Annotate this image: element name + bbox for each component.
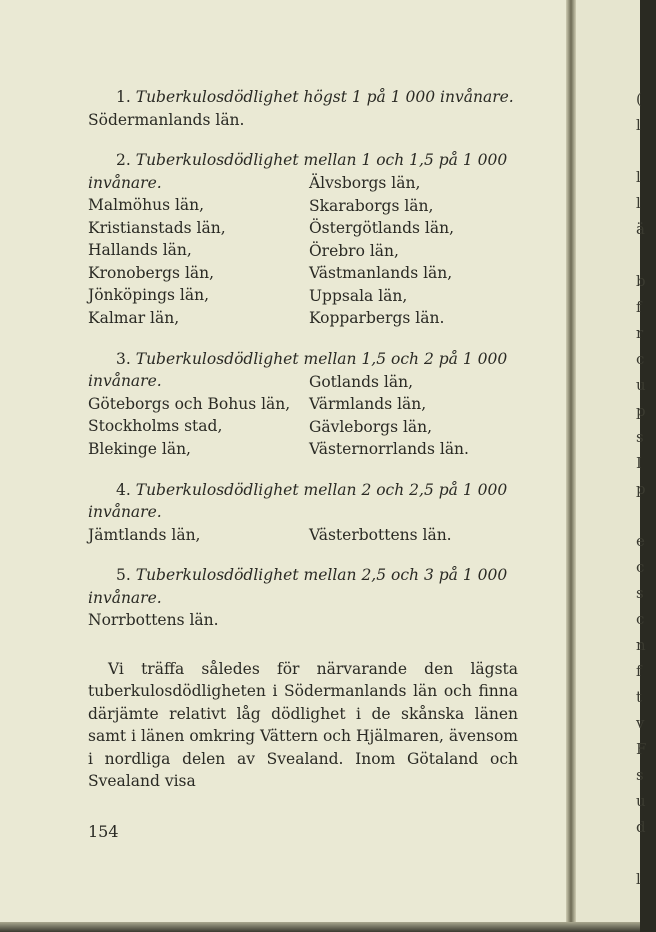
- book-gutter: [566, 0, 576, 932]
- county-entry: Kristianstads län,: [88, 218, 226, 237]
- county-entry: Västerbottens län.: [308, 525, 452, 544]
- county-entry: Stockholms stad,: [88, 417, 223, 435]
- section-heading: 4. Tuberkulosdödlighet mellan 2 och 2,5 på 1 000 invånare.: [88, 480, 508, 521]
- facing-page-letter: ä: [636, 220, 645, 238]
- facing-page-letter: f: [636, 662, 642, 680]
- section-heading: 3. Tuberkulosdödlighet mellan 1,5 och 2 på 1 000 invånare.: [88, 349, 508, 390]
- facing-page-letter: u: [636, 376, 646, 394]
- facing-page-letter: l: [636, 194, 641, 212]
- county-entry: Västmanlands län,: [308, 264, 453, 282]
- facing-page-letter: [636, 138, 656, 164]
- county-entry: Skaraborgs län,: [308, 196, 434, 215]
- facing-page-letter: s: [636, 584, 644, 602]
- county-columns: [88, 371, 518, 461]
- section-heading: 5. Tuberkulosdödlighet mellan 2,5 och 3 på 1 000 invånare.: [88, 566, 508, 607]
- facing-page-letters: [636, 86, 656, 892]
- facing-page-letter: c: [636, 558, 645, 576]
- facing-page-letter: s: [636, 428, 644, 446]
- county-entry: Kronobergs län,: [88, 263, 215, 282]
- facing-page-letter: e: [636, 532, 645, 550]
- page-number: 154: [88, 822, 119, 841]
- facing-page-letter: [636, 242, 656, 268]
- county-entry: Södermanlands län.: [88, 110, 245, 129]
- county-entry: Örebro län,: [308, 241, 399, 260]
- county-entry: Gävleborgs län,: [308, 417, 433, 436]
- county-entry: Östergötlands län,: [308, 219, 455, 237]
- county-entry: Värmlands län,: [308, 395, 427, 413]
- county-entry: Jämtlands län,: [88, 525, 201, 544]
- facing-page-letter: l: [636, 168, 641, 186]
- facing-page-letter: p: [636, 402, 646, 420]
- county-columns: [88, 524, 518, 547]
- county-entry: Blekinge län,: [88, 439, 191, 458]
- county-entry: Älvsborgs län,: [308, 174, 421, 192]
- left-column: [88, 172, 309, 330]
- facing-page-letter: u: [636, 792, 646, 810]
- county-entry: Kopparbergs län.: [308, 309, 445, 327]
- facing-page-letter: v: [636, 714, 645, 732]
- facing-page-edge: [576, 0, 647, 925]
- facing-page-letter: F: [636, 740, 647, 758]
- facing-page-letter: n: [636, 636, 646, 654]
- right-column: [309, 172, 518, 330]
- section-5: [88, 564, 518, 632]
- facing-page-letter: d: [636, 818, 646, 836]
- county-entry: Uppsala län,: [308, 286, 408, 305]
- facing-page-letter: t: [636, 688, 643, 706]
- facing-page-letter: c: [636, 350, 645, 368]
- facing-page-letter: p: [636, 480, 646, 498]
- county-entry: Kalmar län,: [88, 308, 180, 327]
- facing-page-letter: l: [636, 116, 641, 134]
- section-heading: 1. Tuberkulosdödlighet högst 1 på 1 000 invånare.: [116, 88, 514, 106]
- county-entry: Västernorrlands län.: [308, 440, 469, 458]
- section-4: [88, 479, 518, 547]
- county-entry: Hallands län,: [88, 241, 192, 259]
- county-columns: [88, 172, 518, 330]
- county-entry: Malmöhus län,: [88, 196, 205, 214]
- section-1: [88, 86, 518, 131]
- left-column: [88, 371, 309, 461]
- facing-page-letter: b: [636, 272, 646, 290]
- facing-page-letter: (: [636, 90, 642, 108]
- county-entry: Jönköpings län,: [88, 286, 210, 304]
- facing-page-letter: c: [636, 610, 645, 628]
- county-entry: Norrbottens län.: [88, 611, 219, 629]
- facing-page-letter: I: [636, 454, 642, 472]
- right-column: [309, 371, 518, 461]
- body-paragraph: Vi träffa således för närvarande den lägsta tuberkulosdödligheten i Södermanlands län och finna därjämte relativt låg dödlighet i de skånska länen samt i länen omkring Vättern och Hjälmaren, ävensom i nordliga delen av Svealand. Inom Götaland och Svealand visa: [88, 659, 518, 790]
- section-2: [88, 149, 518, 330]
- facing-page-letter: [636, 502, 656, 528]
- county-entry: Gotlands län,: [308, 372, 414, 391]
- section-heading: 2. Tuberkulosdödlighet mellan 1 och 1,5 på 1 000 invånare.: [88, 151, 508, 192]
- left-column: [88, 524, 309, 547]
- page-bottom-edge: [0, 922, 640, 932]
- facing-page-letter: f: [636, 298, 642, 316]
- facing-page-letter: [636, 840, 656, 866]
- section-3: [88, 348, 518, 461]
- page-content: [88, 86, 518, 793]
- facing-page-letter: r: [636, 324, 644, 342]
- facing-page-letter: s: [636, 766, 644, 784]
- right-column: [309, 524, 518, 547]
- county-entry: Göteborgs och Bohus län,: [88, 394, 291, 413]
- facing-page-letter: l: [636, 870, 641, 888]
